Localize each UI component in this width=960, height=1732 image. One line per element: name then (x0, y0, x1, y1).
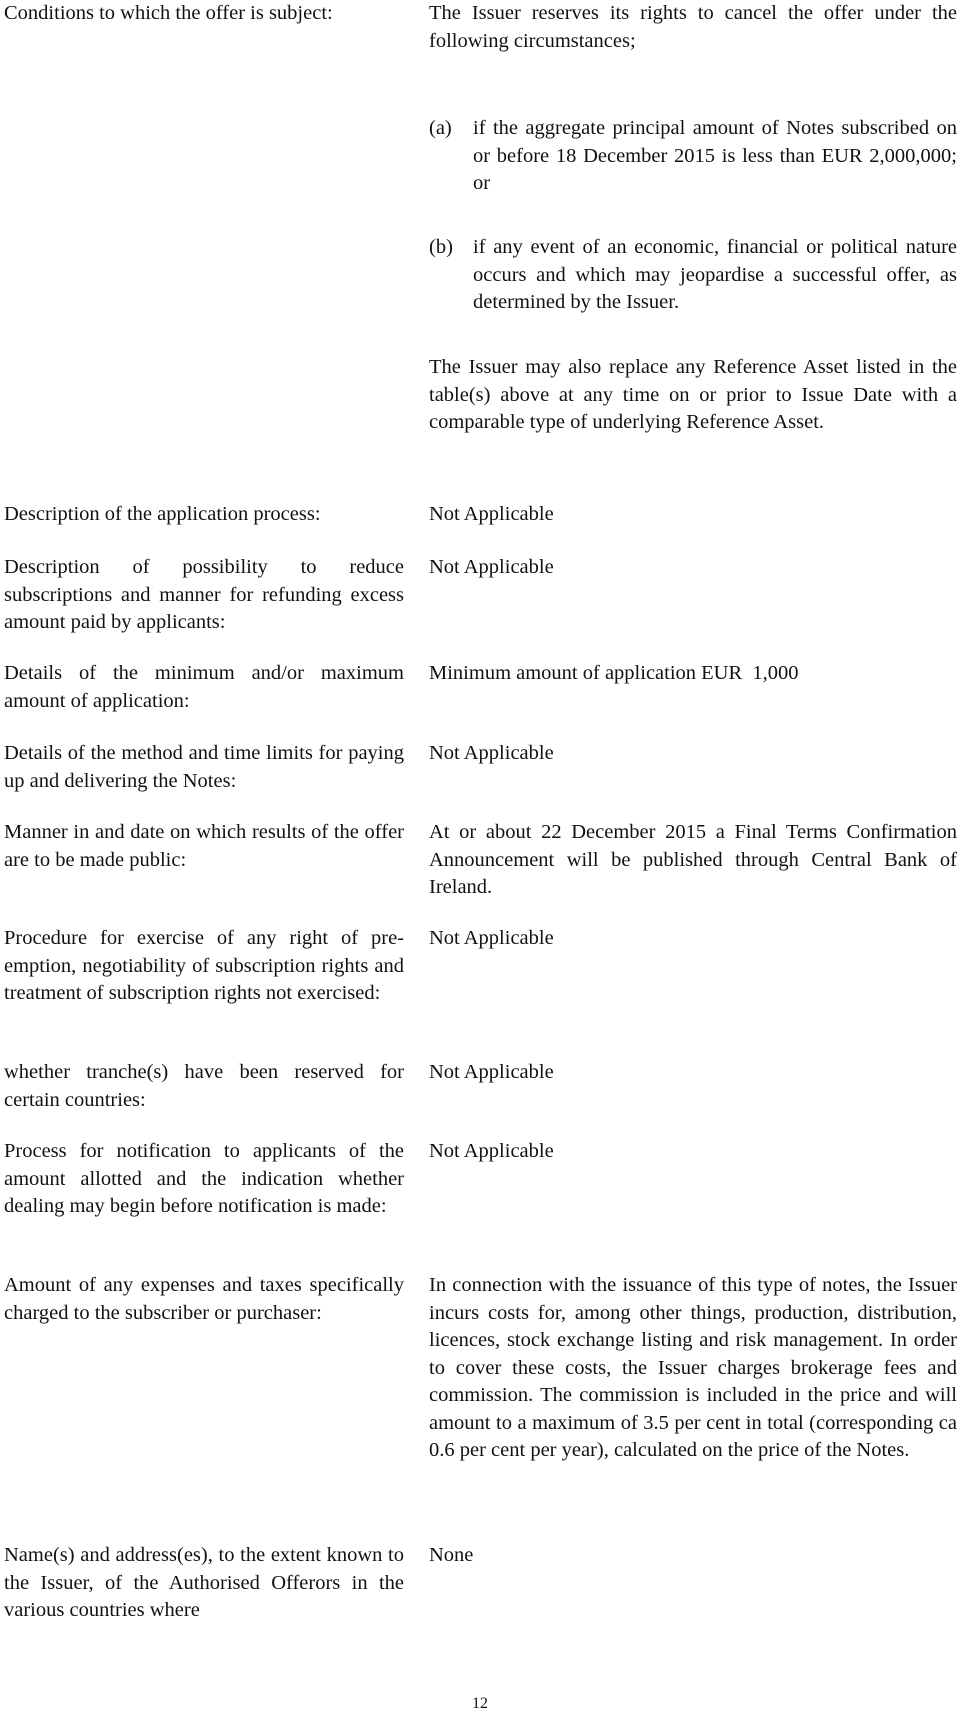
row-label-conditions: Conditions to which the offer is subject: (4, 2, 333, 24)
row-value-pre-emption: Not Applicable (429, 927, 554, 949)
row-label-pre-emption: Procedure for exercise of any right of pre-emption, negotiability of subscription rights and treatment of subscription rights not exercised: (4, 927, 404, 1004)
page-number: 12 (472, 1695, 488, 1712)
row-label-min-max-application: Details of the minimum and/or maximum amount of application: (4, 662, 404, 712)
row-label-results-public: Manner in and date on which results of the offer are to be made public: (4, 821, 404, 871)
row-value-results-public: At or about 22 December 2015 a Final Terms Confirmation Announcement will be published through Central Bank of Ireland. (429, 821, 957, 898)
row-label-expenses-taxes: Amount of any expenses and taxes specifically charged to the subscriber or purchaser: (4, 1274, 404, 1324)
row-value-notification-process: Not Applicable (429, 1140, 554, 1162)
row-label-authorised-offerors: Name(s) and address(es), to the extent known to the Issuer, of the Authorised Offerors in the various countries where (4, 1544, 404, 1621)
row-value-conditions-intro: The Issuer reserves its rights to cancel the offer under the following circumstances; (429, 2, 957, 52)
row-label-tranches-reserved: whether tranche(s) have been reserved for certain countries: (4, 1061, 404, 1111)
row-label-notification-process: Process for notification to applicants of the amount allotted and the indication whether dealing may begin before notification is made: (4, 1140, 404, 1217)
row-value-min-max-application: Minimum amount of application EUR 1,000 (429, 662, 799, 684)
condition-item-b-text: if any event of an economic, financial or political nature occurs and which may jeopardise a successful offer, as determined by the Issuer. (473, 236, 957, 313)
row-value-method-time-limits: Not Applicable (429, 742, 554, 764)
row-label-application-process: Description of the application process: (4, 503, 321, 525)
reference-asset-note: The Issuer may also replace any Reference Asset listed in the table(s) above at any time on or prior to Issue Date with a comparable type of underlying Reference Asset. (429, 356, 957, 433)
row-value-tranches-reserved: Not Applicable (429, 1061, 554, 1083)
condition-item-b (429, 234, 957, 317)
row-value-authorised-offerors: None (429, 1544, 474, 1566)
condition-item-a-text: if the aggregate principal amount of Notes subscribed on or before 18 December 2015 is less than EUR 2,000,000; or (473, 117, 957, 194)
row-value-reduce-subscriptions: Not Applicable (429, 556, 554, 578)
row-label-method-time-limits: Details of the method and time limits for paying up and delivering the Notes: (4, 742, 404, 792)
row-label-reduce-subscriptions: Description of possibility to reduce subscriptions and manner for refunding excess amount paid by applicants: (4, 556, 404, 633)
condition-item-a (429, 115, 957, 198)
row-value-expenses-taxes: In connection with the issuance of this type of notes, the Issuer incurs costs for, among other things, production, distribution, licences, stock exchange listing and risk management. In order to cover these costs, the Issuer charges brokerage fees and commission. The commission is included in the price and will amount to a maximum of 3.5 per cent in total (corresponding ca 0.6 per cent per year), calculated on the price of the Notes. (429, 1274, 957, 1461)
condition-item-b-tag: (b) (429, 236, 453, 258)
row-value-application-process: Not Applicable (429, 503, 554, 525)
condition-item-a-tag: (a) (429, 117, 452, 139)
